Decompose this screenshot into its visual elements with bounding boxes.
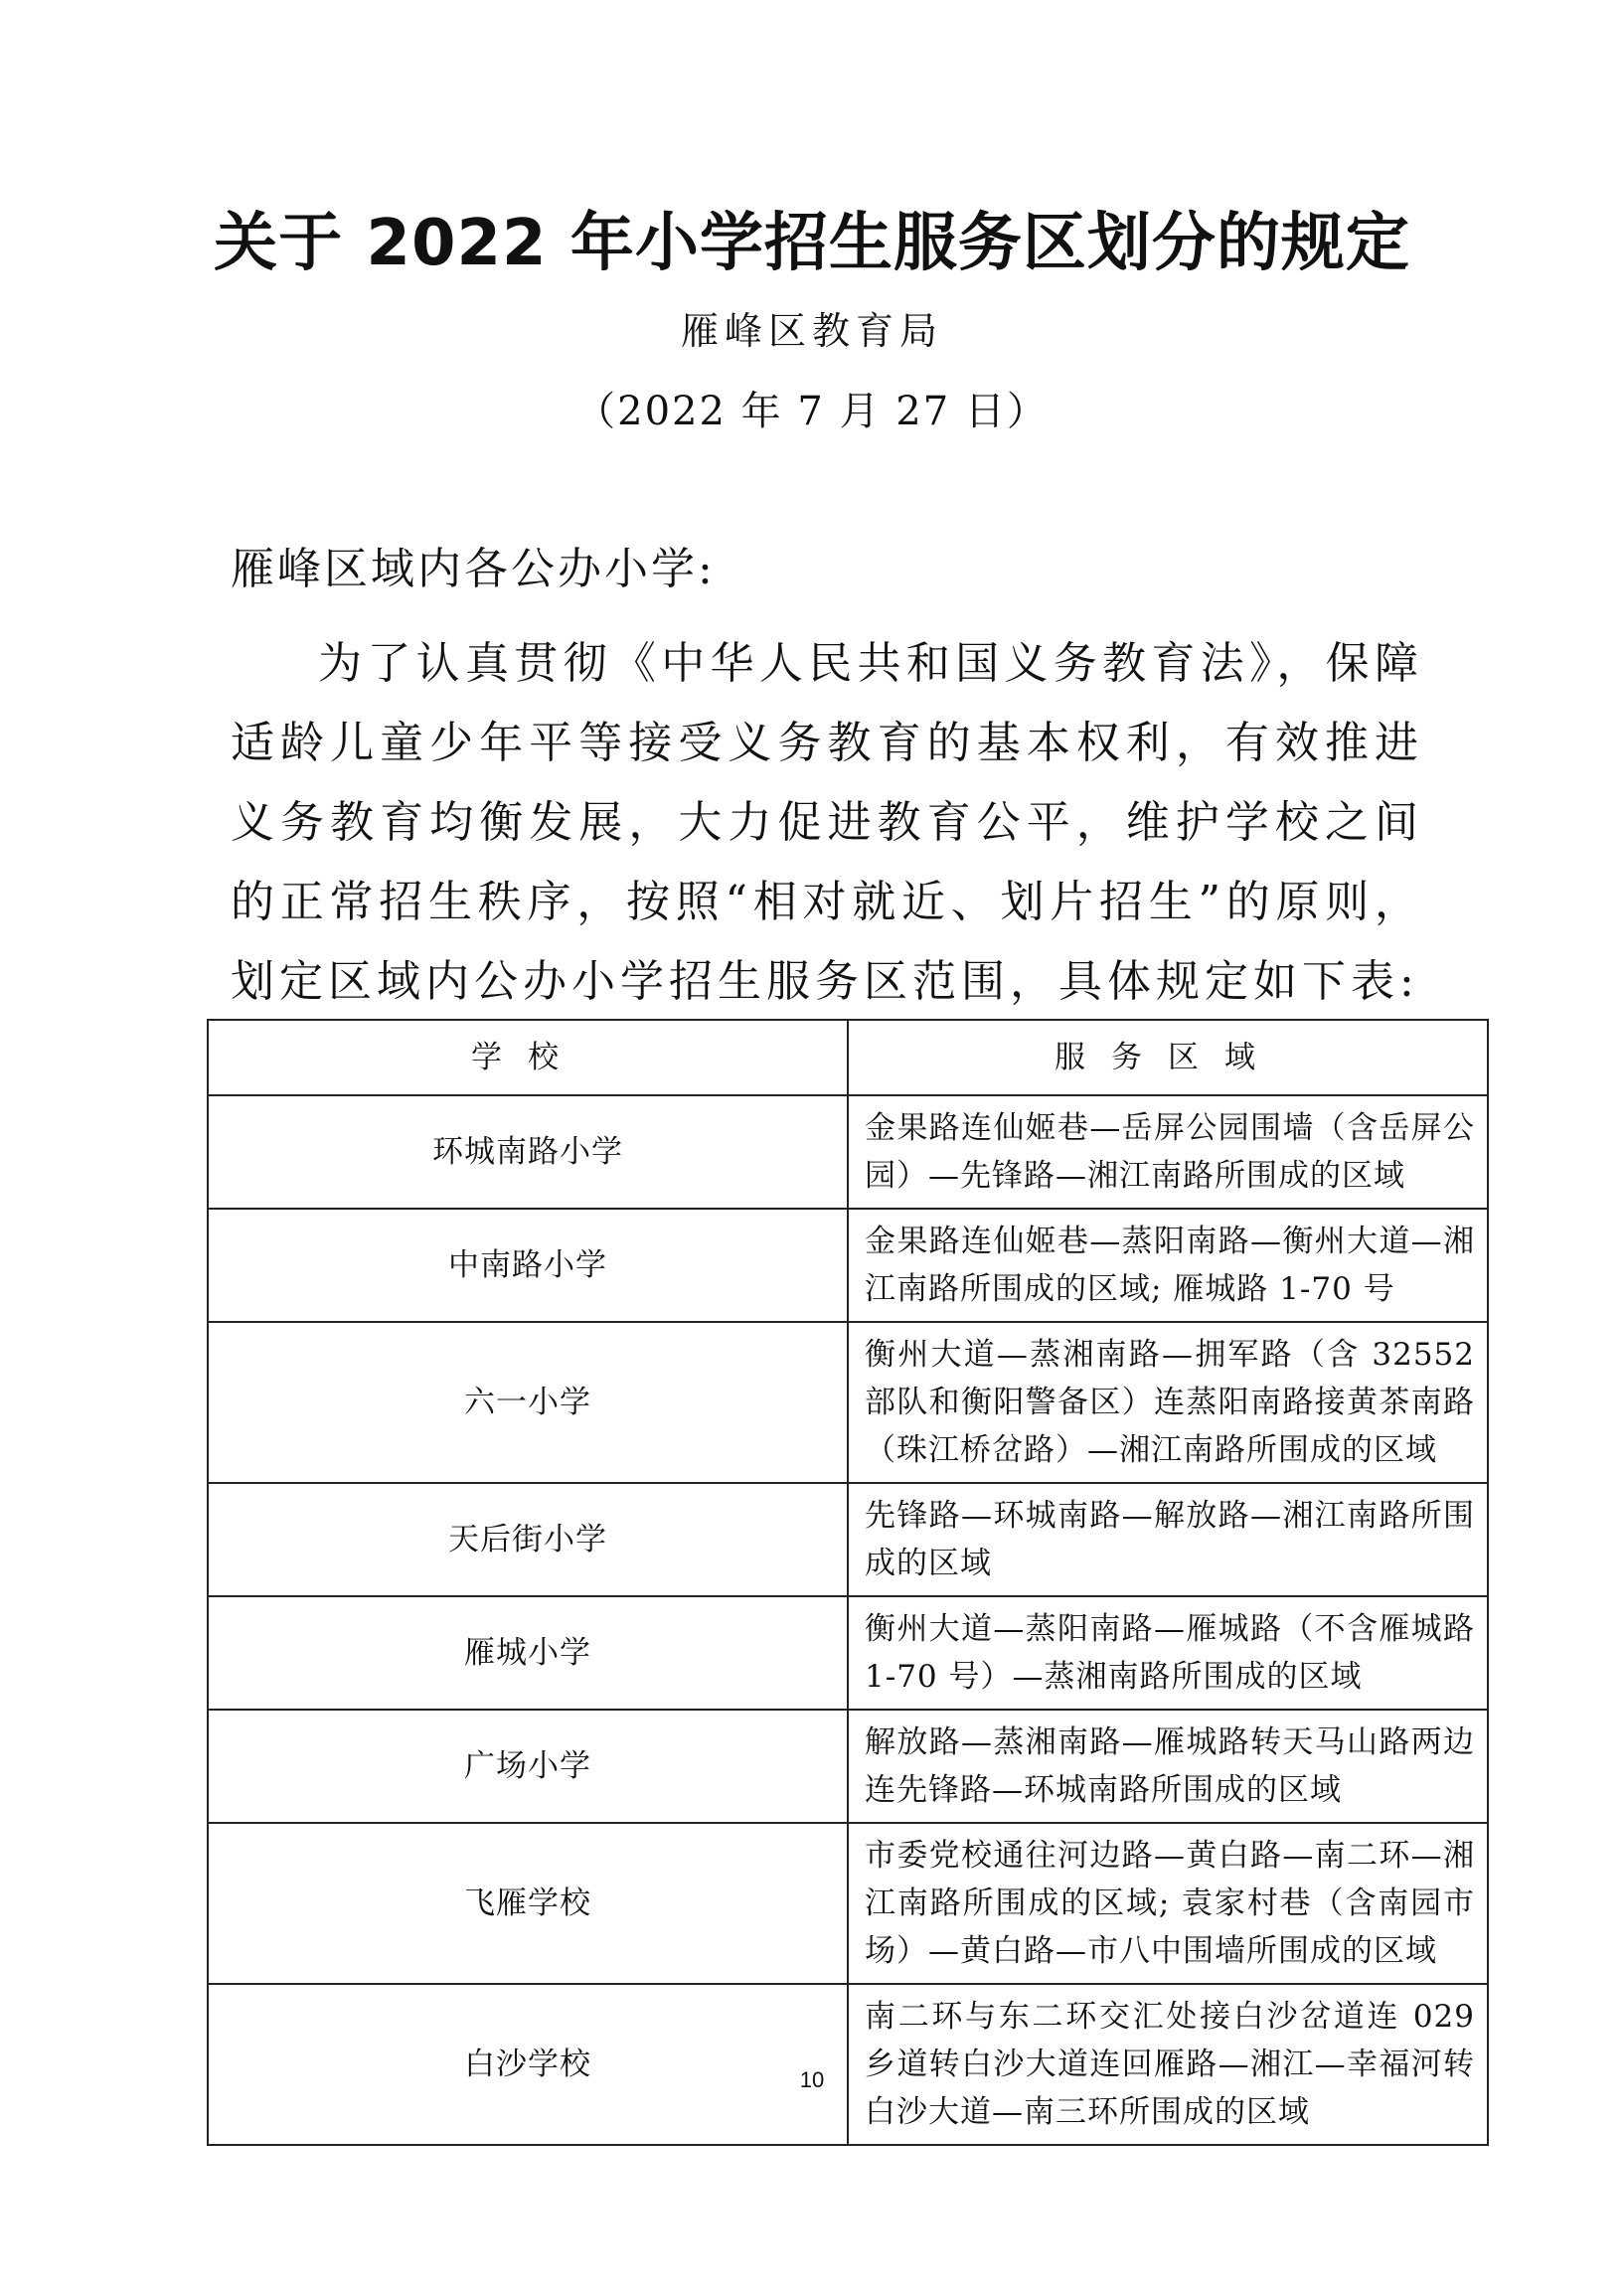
school-name: 飞雁学校 — [208, 1823, 848, 1984]
school-name: 天后街小学 — [208, 1483, 848, 1596]
body-paragraph: 为了认真贯彻《中华人民共和国义务教育法》，保障适龄儿童少年平等接受义务教育的基本权利，有效推进义务教育均衡发展，大力促进教育公平，维护学校之间的正常招生秩序，按照“相对就近、划片招生”的原则，划定区域内公办小学招生服务区范围，具体规定如下表: — [231, 638, 1423, 1007]
service-zone-table — [207, 1019, 1489, 2146]
header-school: 学校 — [208, 1020, 848, 1095]
service-area: 南二环与东二环交汇处接白沙岔道连 029 乡道转白沙大道连回雁路—湘江—幸福河转白沙大道—南三环所围成的区域 — [848, 1984, 1488, 2145]
service-area: 金果路连仙姬巷—蒸阳南路—衡州大道—湘江南路所围成的区域; 雁城路 1-70 号 — [848, 1209, 1488, 1322]
header-area: 服务区域 — [848, 1020, 1488, 1095]
table-row — [208, 1596, 1488, 1710]
issuer: 雁峰区教育局 — [680, 309, 943, 353]
school-name: 环城南路小学 — [208, 1095, 848, 1209]
table-row — [208, 1710, 1488, 1823]
service-area: 金果路连仙姬巷—岳屏公园围墙（含岳屏公园）—先锋路—湘江南路所围成的区域 — [848, 1095, 1488, 1209]
table-row — [208, 1984, 1488, 2145]
school-name: 雁城小学 — [208, 1596, 848, 1710]
table-row — [208, 1483, 1488, 1596]
table-row — [208, 1209, 1488, 1322]
document-title: 关于 2022 年小学招生服务区划分的规定 — [214, 207, 1410, 280]
table-row — [208, 1322, 1488, 1483]
service-area: 先锋路—环城南路—解放路—湘江南路所围成的区域 — [848, 1483, 1488, 1596]
issue-date: （2022 年 7 月 27 日） — [575, 389, 1049, 434]
table-header-row — [208, 1020, 1488, 1095]
service-area: 解放路—蒸湘南路—雁城路转天马山路两边连先锋路—环城南路所围成的区域 — [848, 1710, 1488, 1823]
service-area: 衡州大道—蒸湘南路—拥军路（含 32552 部队和衡阳警备区）连蒸阳南路接黄茶南路（珠江桥岔路）—湘江南路所围成的区域 — [848, 1322, 1488, 1483]
service-area: 衡州大道—蒸阳南路—雁城路（不含雁城路 1-70 号）—蒸湘南路所围成的区域 — [848, 1596, 1488, 1710]
service-area: 市委党校通往河边路—黄白路—南二环—湘江南路所围成的区域; 袁家村巷（含南园市场）—黄白路—市八中围墙所围成的区域 — [848, 1823, 1488, 1984]
salutation: 雁峰区域内各公办小学: — [231, 544, 716, 594]
school-name: 广场小学 — [208, 1710, 848, 1823]
school-name: 中南路小学 — [208, 1209, 848, 1322]
school-name: 白沙学校 — [208, 1984, 848, 2145]
table-row — [208, 1823, 1488, 1984]
table-row — [208, 1095, 1488, 1209]
school-name: 六一小学 — [208, 1322, 848, 1483]
page-number: 10 — [799, 2067, 825, 2092]
